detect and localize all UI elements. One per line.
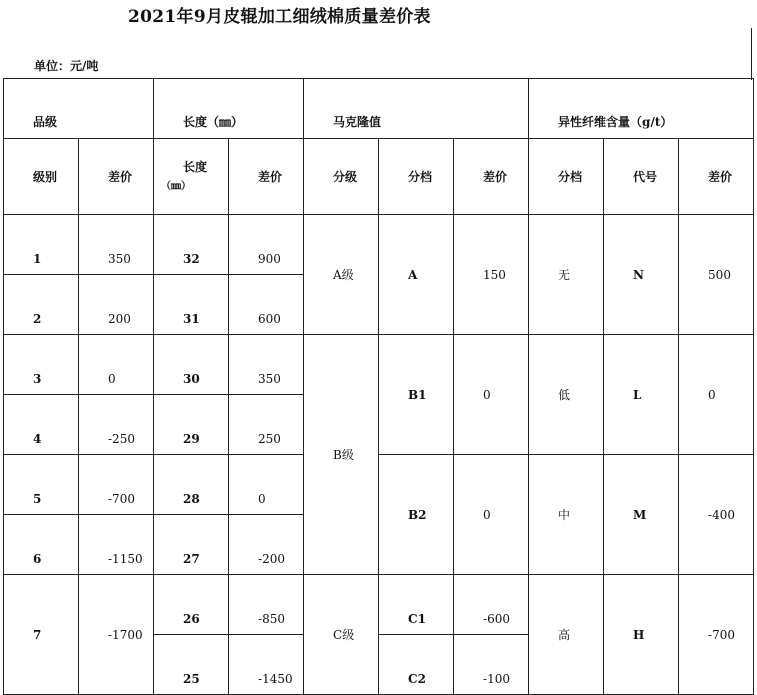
price-difference-table — [3, 78, 754, 695]
mic-class-cell: A级 — [304, 215, 379, 335]
grade-diff-cell: -1700 — [79, 575, 154, 695]
ff-code-cell: L — [604, 335, 679, 455]
ff-code-cell: M — [604, 455, 679, 575]
mic-bin-cell: C2 — [379, 635, 454, 695]
length-cell: 27 — [154, 515, 229, 575]
mic-bin-cell: B2 — [379, 455, 454, 575]
page-title: 2021年9月皮辊加工细绒棉质量差价表 — [128, 7, 431, 27]
grade-level-cell: 6 — [4, 515, 79, 575]
length-diff-cell: -1450 — [229, 635, 304, 695]
grade-level-cell: 3 — [4, 335, 79, 395]
subheader-row — [4, 139, 754, 215]
grade-level-cell: 1 — [4, 215, 79, 275]
mic-class-cell: C级 — [304, 575, 379, 695]
subheader-length — [154, 139, 229, 215]
length-diff-cell: -850 — [229, 575, 304, 635]
subheader-length-diff: 差价 — [229, 139, 304, 215]
ff-code-cell: N — [604, 215, 679, 335]
header-foreign-fiber: 异性纤维含量（g/t） — [529, 79, 754, 139]
length-cell: 26 — [154, 575, 229, 635]
ff-code-cell: H — [604, 575, 679, 695]
mic-bin-cell: B1 — [379, 335, 454, 455]
frame-border — [751, 28, 752, 80]
subheader-grade-level: 级别 — [4, 139, 79, 215]
grade-level-cell: 5 — [4, 455, 79, 515]
grade-level-cell: 4 — [4, 395, 79, 455]
ff-level-cell: 高 — [529, 575, 604, 695]
length-cell: 31 — [154, 275, 229, 335]
ff-diff-cell: 0 — [679, 335, 754, 455]
length-cell: 32 — [154, 215, 229, 275]
subheader-length-unit: （㎜） — [161, 180, 192, 192]
ff-diff-cell: -400 — [679, 455, 754, 575]
mic-diff-cell: -100 — [454, 635, 529, 695]
length-diff-cell: 900 — [229, 215, 304, 275]
table-row — [4, 455, 754, 515]
length-cell: 28 — [154, 455, 229, 515]
grade-level-cell: 7 — [4, 575, 79, 695]
ff-level-cell: 中 — [529, 455, 604, 575]
grade-diff-cell: 0 — [79, 335, 154, 395]
length-cell: 29 — [154, 395, 229, 455]
ff-level-cell: 低 — [529, 335, 604, 455]
header-length: 长度（㎜） — [154, 79, 304, 139]
grade-diff-cell: -1150 — [79, 515, 154, 575]
grade-diff-cell: 200 — [79, 275, 154, 335]
table-row — [4, 335, 754, 395]
subheader-length-label: 长度 — [183, 159, 208, 174]
header-row — [4, 79, 754, 139]
header-micronaire: 马克隆值 — [304, 79, 529, 139]
grade-diff-cell: -250 — [79, 395, 154, 455]
subheader-ff-class: 分档 — [529, 139, 604, 215]
length-diff-cell: 600 — [229, 275, 304, 335]
ff-diff-cell: -700 — [679, 575, 754, 695]
length-diff-cell: -200 — [229, 515, 304, 575]
mic-bin-cell: A — [379, 215, 454, 335]
subheader-ff-diff: 差价 — [679, 139, 754, 215]
mic-diff-cell: 0 — [454, 335, 529, 455]
mic-class-cell: B级 — [304, 335, 379, 575]
subheader-mic-bin: 分档 — [379, 139, 454, 215]
mic-diff-cell: 0 — [454, 455, 529, 575]
subheader-mic-diff: 差价 — [454, 139, 529, 215]
subheader-ff-code: 代号 — [604, 139, 679, 215]
length-diff-cell: 250 — [229, 395, 304, 455]
mic-bin-cell: C1 — [379, 575, 454, 635]
mic-diff-cell: 150 — [454, 215, 529, 335]
length-cell: 25 — [154, 635, 229, 695]
header-grade: 品级 — [4, 79, 154, 139]
length-diff-cell: 0 — [229, 455, 304, 515]
length-cell: 30 — [154, 335, 229, 395]
ff-level-cell: 无 — [529, 215, 604, 335]
grade-level-cell: 2 — [4, 275, 79, 335]
subheader-mic-class: 分级 — [304, 139, 379, 215]
unit-label: 单位：元/吨 — [34, 59, 99, 73]
grade-diff-cell: 350 — [79, 215, 154, 275]
ff-diff-cell: 500 — [679, 215, 754, 335]
mic-diff-cell: -600 — [454, 575, 529, 635]
subheader-grade-diff: 差价 — [79, 139, 154, 215]
grade-diff-cell: -700 — [79, 455, 154, 515]
table-row — [4, 215, 754, 275]
length-diff-cell: 350 — [229, 335, 304, 395]
